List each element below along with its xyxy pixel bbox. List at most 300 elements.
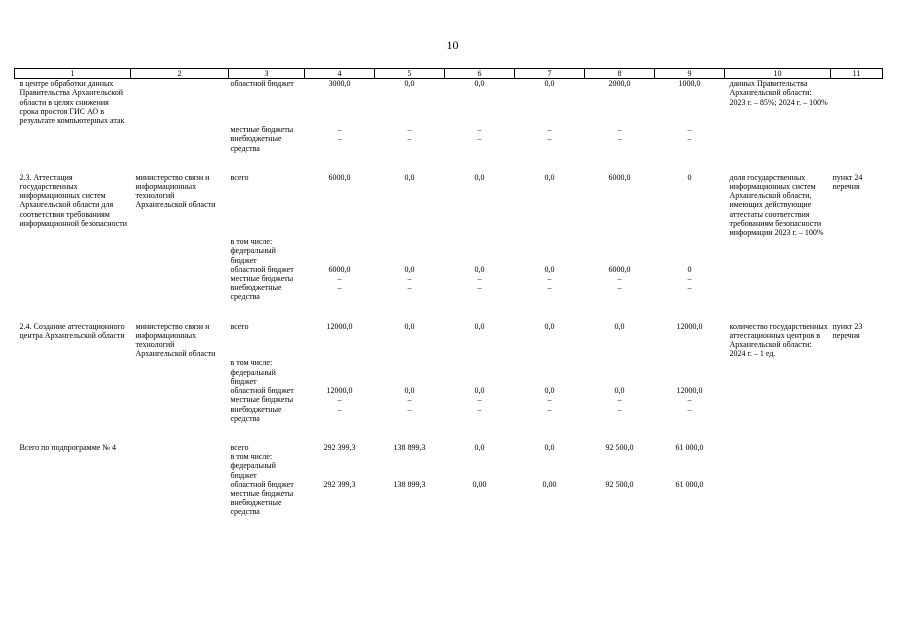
spacer-cell (375, 153, 445, 173)
budget-table (14, 68, 883, 517)
executor-cell (131, 489, 229, 498)
year-value-cell: 0 (687, 264, 692, 274)
year-value-cell: – (547, 283, 552, 293)
activity-name-cell (15, 237, 131, 246)
table-body (15, 79, 883, 517)
table-row (15, 265, 883, 274)
year-value-cell (445, 246, 515, 264)
year-value-cell (655, 489, 725, 498)
spacer-cell (831, 302, 883, 322)
activity-name-cell (15, 283, 131, 301)
year-value-cell (515, 489, 585, 498)
year-value-cell: – (547, 395, 552, 405)
year-value-cell (585, 489, 655, 498)
indicator-cell (725, 489, 831, 498)
year-value-cell: – (477, 395, 482, 405)
activity-name-cell (15, 386, 131, 395)
column-header: 3 (229, 69, 305, 79)
year-value-cell: 0,0 (474, 321, 485, 331)
year-value-cell: 0,0 (614, 321, 625, 331)
year-value-cell: 0,0 (544, 264, 555, 274)
funding-source-cell: местные бюджеты (230, 125, 294, 135)
indicator-cell: количество государственных аттестационных центров в Архангельской области: 2024 г. – 1 ед. (729, 321, 828, 359)
indicator-cell (725, 125, 831, 134)
year-value-cell (445, 452, 515, 461)
funding-source-cell: внебюджетные средства (230, 134, 282, 153)
table-row (15, 237, 883, 246)
year-value-cell: 0,0 (614, 386, 625, 396)
spacer-cell (725, 153, 831, 173)
reference-cell (831, 283, 883, 301)
total-value-cell: 292 399,3 (323, 479, 356, 489)
year-value-cell (375, 498, 445, 516)
table-row (15, 125, 883, 134)
year-value-cell: 0,0 (404, 79, 415, 89)
reference-cell (831, 237, 883, 246)
spacer-cell (831, 423, 883, 443)
spacer-cell (15, 302, 131, 322)
year-value-cell: – (407, 274, 412, 284)
activity-name-cell (15, 246, 131, 264)
column-header: 1 (15, 69, 131, 79)
column-header: 9 (655, 69, 725, 79)
year-value-cell (585, 452, 655, 461)
spacer-cell (131, 423, 229, 443)
reference-cell (831, 246, 883, 264)
funding-source-cell: внебюджетные средства (230, 283, 282, 302)
spacer-cell (585, 153, 655, 173)
spacer-cell (305, 302, 375, 322)
executor-cell (131, 274, 229, 283)
column-header: 11 (831, 69, 883, 79)
activity-name-cell (15, 498, 131, 516)
year-value-cell (655, 498, 725, 516)
indicator-cell (725, 358, 831, 367)
year-value-cell: 92 500,0 (605, 479, 634, 489)
year-value-cell: – (407, 125, 412, 135)
activity-name-cell (15, 125, 131, 134)
year-value-cell (585, 461, 655, 479)
executor-cell (131, 480, 229, 489)
total-value-cell: 12000,0 (326, 321, 353, 331)
year-value-cell: – (477, 134, 482, 144)
indicator-cell (725, 246, 831, 264)
year-value-cell: 0,0 (474, 442, 485, 452)
activity-name-cell (15, 489, 131, 498)
year-value-cell: – (617, 134, 622, 144)
spacer-cell (655, 302, 725, 322)
funding-source-cell: в том числе: (230, 452, 273, 462)
reference-cell (831, 134, 883, 152)
year-value-cell: 0,00 (472, 479, 487, 489)
year-value-cell (585, 498, 655, 516)
year-value-cell: 0,0 (544, 386, 555, 396)
column-header: 10 (725, 69, 831, 79)
spacer-cell (655, 153, 725, 173)
year-value-cell: 12000,0 (676, 321, 703, 331)
table-row (15, 395, 883, 404)
spacer-cell (725, 302, 831, 322)
reference-cell (831, 395, 883, 404)
year-value-cell: – (407, 404, 412, 414)
table-row (15, 274, 883, 283)
total-value-cell: – (337, 134, 342, 144)
executor-cell (131, 134, 229, 152)
year-value-cell: – (477, 125, 482, 135)
total-value-cell (305, 452, 375, 461)
funding-source-cell: федеральный бюджет (230, 246, 276, 265)
funding-source-cell: областной бюджет (230, 264, 294, 274)
executor-cell: министерство связи и информационных технологий Архангельской области (135, 172, 216, 210)
indicator-cell (725, 498, 831, 516)
year-value-cell: – (407, 134, 412, 144)
total-value-cell: 292 399,3 (323, 442, 356, 452)
spacer-cell (725, 423, 831, 443)
total-value-cell: – (337, 125, 342, 135)
table-row (15, 443, 883, 452)
year-value-cell: – (477, 283, 482, 293)
column-header: 2 (131, 69, 229, 79)
year-value-cell (585, 368, 655, 386)
year-value-cell: 0,0 (544, 321, 555, 331)
indicator-cell (725, 368, 831, 386)
funding-source-cell: местные бюджеты (230, 488, 294, 498)
executor-cell (131, 452, 229, 461)
year-value-cell: 138 899,3 (393, 479, 426, 489)
executor-cell: министерство связи и информационных технологий Архангельской области (135, 321, 216, 359)
table-row (15, 489, 883, 498)
executor-cell (131, 498, 229, 516)
year-value-cell: 0,0 (544, 79, 555, 89)
funding-source-cell: внебюджетные средства (230, 498, 282, 517)
executor-cell (131, 405, 229, 423)
reference-cell (831, 480, 883, 489)
reference-cell (831, 461, 883, 479)
spacer-cell (15, 153, 131, 173)
funding-source-cell: всего (230, 442, 249, 452)
reference-cell (831, 368, 883, 386)
year-value-cell: 61 000,0 (675, 479, 704, 489)
column-header: 8 (585, 69, 655, 79)
year-value-cell (655, 368, 725, 386)
total-value-cell: 3000,0 (328, 79, 351, 89)
spacer-cell (585, 423, 655, 443)
funding-source-cell: всего (230, 321, 249, 331)
executor-cell (131, 125, 229, 134)
reference-cell (831, 79, 883, 126)
indicator-cell (725, 274, 831, 283)
total-value-cell (305, 368, 375, 386)
table-row (15, 405, 883, 423)
year-value-cell: 0,0 (404, 264, 415, 274)
year-value-cell (515, 358, 585, 367)
year-value-cell (515, 237, 585, 246)
table-row (15, 368, 883, 386)
reference-cell (831, 489, 883, 498)
executor-cell (131, 246, 229, 264)
year-value-cell: 0,0 (474, 264, 485, 274)
reference-cell (831, 386, 883, 395)
indicator-cell (725, 237, 831, 246)
table-row (15, 452, 883, 461)
indicator-cell (725, 443, 831, 452)
year-value-cell: 0,0 (404, 172, 415, 182)
year-value-cell (655, 246, 725, 264)
funding-source-cell: всего (230, 172, 249, 182)
year-value-cell: 12000,0 (676, 386, 703, 396)
funding-source-cell: внебюджетные средства (230, 404, 282, 423)
year-value-cell: – (617, 274, 622, 284)
activity-name-cell (15, 265, 131, 274)
activity-name-cell: Всего по подпрограмме № 4 (19, 442, 116, 452)
indicator-cell: доля государственных информационных систем Архангельской области, имеющих действующие аттестаты соответствия требованиям безопасности информации 2023 г. – 100% (729, 172, 824, 238)
reference-cell: пункт 24 перечня (832, 172, 863, 192)
executor-cell (131, 443, 229, 452)
spacer-cell (229, 153, 305, 173)
spacer-cell (375, 423, 445, 443)
activity-name-cell: 2.3. Аттестация государственных информационных систем Архангельской области для соответствия требованиям информационной безопасности (19, 172, 128, 228)
total-value-cell (305, 498, 375, 516)
executor-cell (131, 386, 229, 395)
activity-name-cell (15, 452, 131, 461)
spacer-cell (831, 153, 883, 173)
spacer-cell (375, 302, 445, 322)
year-value-cell (445, 368, 515, 386)
table-row (15, 134, 883, 152)
year-value-cell: 138 899,3 (393, 442, 426, 452)
indicator-cell (725, 134, 831, 152)
table-row (15, 480, 883, 489)
executor-cell (131, 461, 229, 479)
total-value-cell: – (337, 274, 342, 284)
year-value-cell (515, 246, 585, 264)
indicator-cell (725, 461, 831, 479)
activity-name-cell (15, 358, 131, 367)
activity-name-cell (15, 461, 131, 479)
total-value-cell (305, 461, 375, 479)
year-value-cell (585, 246, 655, 264)
year-value-cell (375, 358, 445, 367)
executor-cell (131, 395, 229, 404)
spacer-cell (515, 153, 585, 173)
year-value-cell: – (687, 274, 692, 284)
column-header: 6 (445, 69, 515, 79)
year-value-cell: 92 500,0 (605, 442, 634, 452)
year-value-cell: 0 (687, 172, 692, 182)
table-row (15, 461, 883, 479)
year-value-cell (515, 368, 585, 386)
indicator-cell (725, 265, 831, 274)
funding-source-cell: областной бюджет (230, 386, 294, 396)
year-value-cell: 6000,0 (608, 172, 631, 182)
spacer-cell (229, 423, 305, 443)
year-value-cell (515, 461, 585, 479)
executor-cell (131, 265, 229, 274)
table-row (15, 246, 883, 264)
spacer-cell (15, 423, 131, 443)
year-value-cell: – (407, 283, 412, 293)
year-value-cell (375, 452, 445, 461)
column-header: 4 (305, 69, 375, 79)
spacer-cell (515, 302, 585, 322)
indicator-cell (725, 480, 831, 489)
table-row (15, 358, 883, 367)
spacer-cell (585, 302, 655, 322)
total-value-cell: 6000,0 (328, 172, 351, 182)
total-value-cell: – (337, 395, 342, 405)
indicator-cell (725, 405, 831, 423)
total-value-cell (305, 489, 375, 498)
funding-source-cell: местные бюджеты (230, 395, 294, 405)
reference-cell (831, 452, 883, 461)
year-value-cell: – (617, 404, 622, 414)
activity-name-cell (15, 480, 131, 489)
executor-cell (131, 79, 229, 126)
year-value-cell: – (687, 404, 692, 414)
executor-cell (131, 237, 229, 246)
reference-cell (831, 274, 883, 283)
year-value-cell (375, 237, 445, 246)
year-value-cell (655, 461, 725, 479)
table-row (15, 322, 883, 359)
year-value-cell (445, 237, 515, 246)
year-value-cell: 61 000,0 (675, 442, 704, 452)
year-value-cell: 0,0 (544, 442, 555, 452)
activity-name-cell (15, 274, 131, 283)
year-value-cell: – (407, 395, 412, 405)
year-value-cell (375, 246, 445, 264)
reference-cell (831, 265, 883, 274)
year-value-cell (445, 498, 515, 516)
year-value-cell: 0,0 (474, 386, 485, 396)
year-value-cell: 6000,0 (608, 264, 631, 274)
year-value-cell: 0,0 (404, 321, 415, 331)
spacer-cell (131, 153, 229, 173)
spacer-cell (229, 302, 305, 322)
spacer-cell (445, 302, 515, 322)
year-value-cell (375, 489, 445, 498)
year-value-cell: – (547, 274, 552, 284)
executor-cell (131, 358, 229, 367)
year-value-cell: – (477, 404, 482, 414)
column-header: 5 (375, 69, 445, 79)
year-value-cell: 0,0 (544, 172, 555, 182)
activity-name-cell (15, 134, 131, 152)
year-value-cell: – (687, 125, 692, 135)
spacer-cell (655, 423, 725, 443)
year-value-cell: – (547, 125, 552, 135)
spacer-row (15, 153, 883, 173)
reference-cell (831, 498, 883, 516)
indicator-cell (725, 452, 831, 461)
spacer-cell (131, 302, 229, 322)
funding-source-cell: в том числе: (230, 237, 273, 247)
activity-name-cell: 2.4. Создание аттестационного центра Архангельской области (19, 321, 125, 340)
executor-cell (131, 368, 229, 386)
table-row (15, 498, 883, 516)
funding-source-cell: местные бюджеты (230, 274, 294, 284)
year-value-cell: 0,0 (404, 386, 415, 396)
year-value-cell: – (617, 395, 622, 405)
total-value-cell (305, 237, 375, 246)
spacer-cell (445, 423, 515, 443)
year-value-cell (445, 489, 515, 498)
spacer-cell (305, 423, 375, 443)
year-value-cell (655, 237, 725, 246)
table-row (15, 283, 883, 301)
year-value-cell: – (687, 134, 692, 144)
table-row (15, 386, 883, 395)
total-value-cell: 6000,0 (328, 264, 351, 274)
table-row (15, 79, 883, 126)
funding-source-cell: в том числе: (230, 358, 273, 368)
spacer-cell (305, 153, 375, 173)
year-value-cell: – (547, 404, 552, 414)
total-value-cell: 12000,0 (326, 386, 353, 396)
reference-cell: пункт 23 перечня (832, 321, 863, 340)
spacer-cell (445, 153, 515, 173)
year-value-cell: 0,0 (474, 172, 485, 182)
year-value-cell (655, 452, 725, 461)
indicator-cell (725, 386, 831, 395)
indicator-cell: данных Правительства Архангельской области: 2023 г. – 85%; 2024 г. – 100% (729, 79, 828, 107)
year-value-cell: 0,00 (542, 479, 557, 489)
funding-source-cell: федеральный бюджет (230, 461, 276, 480)
year-value-cell: – (547, 134, 552, 144)
activity-name-cell: в центре обработки данных Правительства Архангельской области в целях снижения срока простоя ГИС АО в результате компьютерных атак (19, 79, 125, 126)
year-value-cell (655, 358, 725, 367)
funding-source-cell: федеральный бюджет (230, 367, 276, 386)
year-value-cell: 0,0 (474, 79, 485, 89)
year-value-cell (585, 358, 655, 367)
year-value-cell (515, 498, 585, 516)
activity-name-cell (15, 405, 131, 423)
spacer-cell (515, 423, 585, 443)
total-value-cell: – (337, 283, 342, 293)
year-value-cell (585, 237, 655, 246)
reference-cell (831, 125, 883, 134)
spacer-row (15, 423, 883, 443)
page-number: 10 (446, 38, 459, 52)
spacer-row (15, 302, 883, 322)
funding-source-cell: областной бюджет (230, 479, 294, 489)
reference-cell (831, 405, 883, 423)
activity-name-cell (15, 368, 131, 386)
column-number-row (15, 69, 883, 79)
table-row (15, 173, 883, 237)
year-value-cell: – (477, 274, 482, 284)
funding-source-cell: областной бюджет (230, 79, 294, 89)
year-value-cell (445, 358, 515, 367)
year-value-cell (375, 368, 445, 386)
year-value-cell: – (617, 283, 622, 293)
year-value-cell (515, 452, 585, 461)
year-value-cell (445, 461, 515, 479)
activity-name-cell (15, 395, 131, 404)
year-value-cell: 1000,0 (678, 79, 701, 89)
executor-cell (131, 283, 229, 301)
year-value-cell: – (687, 283, 692, 293)
reference-cell (831, 358, 883, 367)
year-value-cell: – (617, 125, 622, 135)
indicator-cell (725, 395, 831, 404)
total-value-cell (305, 246, 375, 264)
year-value-cell: 2000,0 (608, 79, 631, 89)
column-header: 7 (515, 69, 585, 79)
year-value-cell (375, 461, 445, 479)
reference-cell (831, 443, 883, 452)
year-value-cell: – (687, 395, 692, 405)
